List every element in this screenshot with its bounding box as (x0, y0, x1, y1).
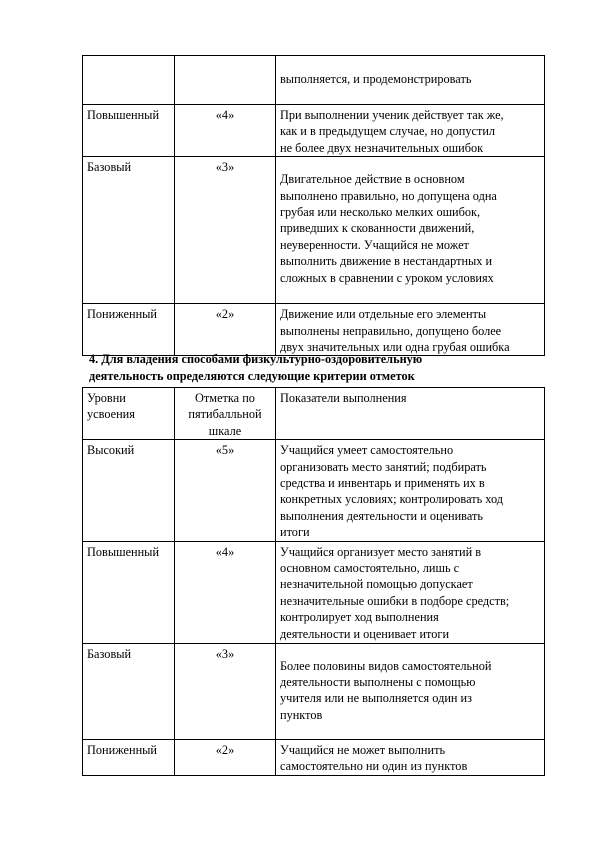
criteria-cell (276, 643, 545, 739)
level-cell: Базовый (83, 643, 175, 739)
level-cell: Пониженный (83, 304, 175, 356)
table-row (83, 541, 545, 643)
criteria-text: Более половины видов самостоятельной деятельности выполнены с помощью учителя или не выполняется один из пунктов (280, 658, 492, 722)
mark-cell: «3» (175, 643, 276, 739)
mark-cell: «3» (175, 157, 276, 304)
mark-cell: «4» (175, 541, 276, 643)
criteria-table-activity (82, 387, 545, 776)
table-header-row (83, 388, 545, 440)
table-row (83, 739, 545, 775)
criteria-text: Двигательное действие в основном выполнено правильно, но допущена одна грубая или несколько мелких ошибок, приведших к скованности движений, неуверенности. Учащийся не может выполнить движение в нестандартных и сложных в сравнении с уроком условиях (280, 172, 497, 285)
mark-cell: «5» (175, 440, 276, 541)
section-heading: 4. Для владения способами физкультурно-оздоровительную деятельность определяются следующие критерии отметок (89, 352, 423, 383)
header-criteria: Показатели выполнения (276, 388, 545, 440)
mark-cell: «2» (175, 739, 276, 775)
criteria-table-movement (82, 55, 545, 356)
criteria-text: выполняется, и продемонстрировать (280, 72, 472, 86)
level-cell: Пониженный (83, 739, 175, 775)
criteria-cell: Учащийся умеет самостоятельно организовать место занятий; подбирать средства и инвентарь и применять их в конкретных условиях; контролировать ход выполнения деятельности и оценивать итоги (276, 440, 545, 541)
level-cell: Базовый (83, 157, 175, 304)
criteria-cell (276, 56, 545, 105)
level-cell (83, 56, 175, 105)
level-cell: Высокий (83, 440, 175, 541)
criteria-cell: Движение или отдельные его элементы выполнены неправильно, допущено более двух значительных или одна грубая ошибка (276, 304, 545, 356)
mark-cell: «2» (175, 304, 276, 356)
header-mark: Отметка по пятибалльной шкале (175, 388, 276, 440)
table-row (83, 643, 545, 739)
level-cell: Повышенный (83, 105, 175, 157)
level-cell: Повышенный (83, 541, 175, 643)
criteria-cell: Учащийся не может выполнить самостоятельно ни один из пунктов (276, 739, 545, 775)
table-row (83, 105, 545, 157)
criteria-cell: Учащийся организует место занятий в основном самостоятельно, лишь с незначительной помощью допускает незначительные ошибки в подборе средств; контролирует ход выполнения деятельности и оценивает итоги (276, 541, 545, 643)
mark-cell: «4» (175, 105, 276, 157)
table-row (83, 440, 545, 541)
criteria-cell: При выполнении ученик действует так же, как и в предыдущем случае, но допустил не более двух незначительных ошибок (276, 105, 545, 157)
criteria-cell (276, 157, 545, 304)
header-level: Уровни усвоения (83, 388, 175, 440)
table-row (83, 157, 545, 304)
table-row (83, 56, 545, 105)
table-row (83, 304, 545, 356)
mark-cell (175, 56, 276, 105)
